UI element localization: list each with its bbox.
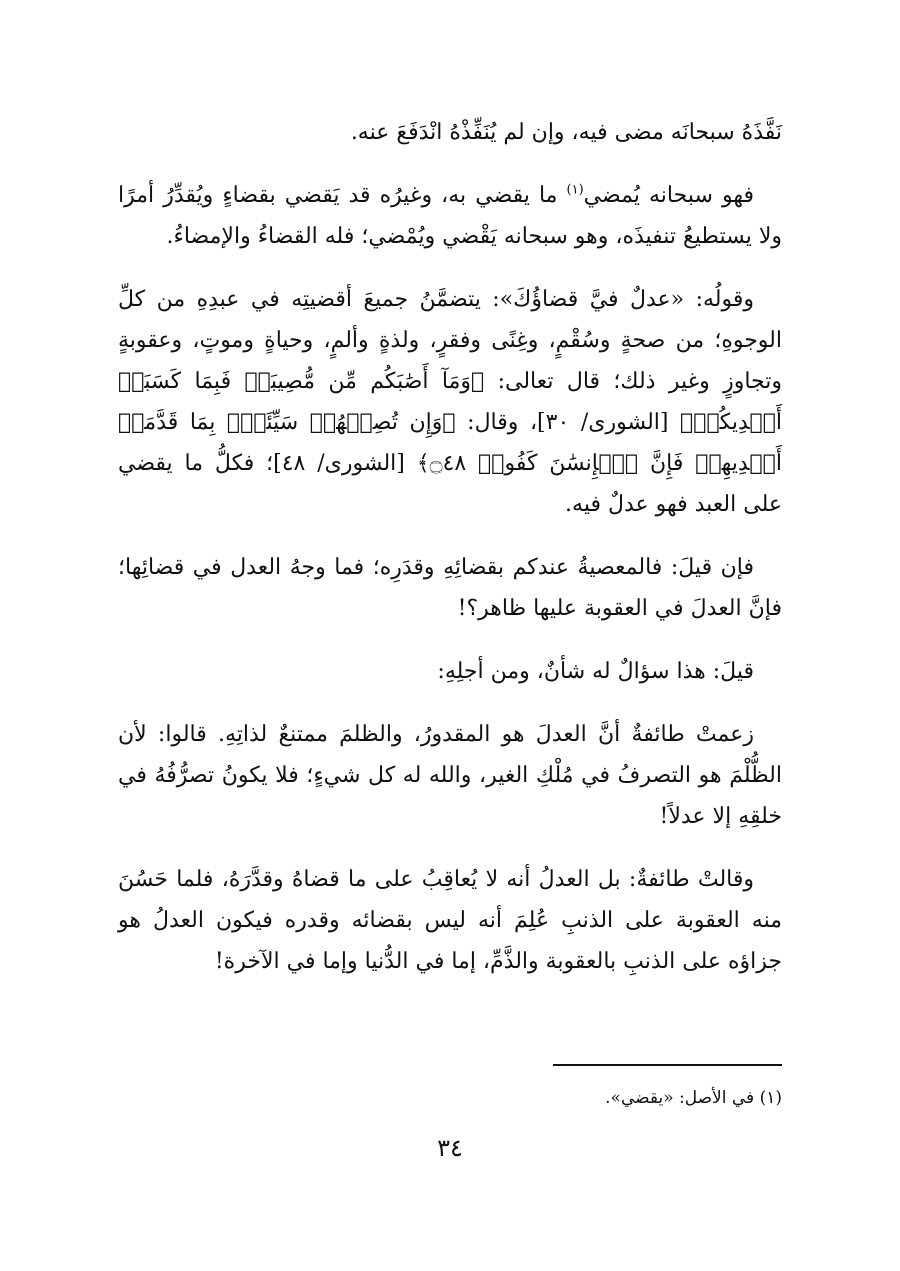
paragraph-2: وقولُه: «عدلٌ فيَّ قضاؤُكَ»: يتضمَّنُ جميعَ أقضيتِه في عبدِهِ من كلِّ الوجوهِ؛ من صحةٍ وسُقْمٍ، وغِنًى وفقرٍ، ولذةٍ وألمٍ، وحياةٍ وموتٍ، وعقوبةٍ وتجاوزٍ وغير ذلك؛ قال تعالى: ﴿وَمَآ أَصَٰبَكُم مِّن مُّصِيبَةٖ فَبِمَا كَسَبَتۡ أَيۡدِيكُمۡ﴾ [الشورى/ ٣٠]، وقال: ﴿وَإِن تُصِبۡهُمۡ سَيِّئَةُۢ بِمَا قَدَّمَتۡ أَيۡدِيهِمۡ فَإِنَّ ٱلۡإِنسَٰنَ كَفُورٞ ۝٤٨﴾ [الشورى/ ٤٨]؛ فكلُّ ما يقضي على العبد فهو عدلٌ فيه. [118, 287, 783, 517]
footnote-marker: (١) [759, 1088, 782, 1108]
paragraph-6: وقالتْ طائفةٌ: بل العدلُ أنه لا يُعاقِبُ على ما قضاهُ وقدَّرَهُ، فلما حَسُنَ منه العقوبة على الذنبِ عُلِمَ أنه ليس بقضائه وقدره فيكون العدلُ هو جزاؤه على الذنبِ بالعقوبة والذَّمِّ، إما في الدُّنيا وإما في الآخرة! [118, 867, 782, 974]
footnote-separator [553, 1064, 782, 1066]
paragraph-1 [118, 175, 782, 257]
paragraph-1-start: فهو سبحانه يُمضي [583, 183, 754, 208]
paragraph-1-end: ما يقضي به، وغيرُه قد يَقضي بقضاءٍ ويُقدِّرُ أمرًا ولا يستطيعُ تنفيذَه، وهو سبحانه يَقْضي ويُمْضي؛ فله القضاءُ والإمضاءُ. [118, 183, 782, 249]
footnote-reference: (١) [566, 182, 584, 198]
page-number: ٣٤ [437, 1134, 463, 1162]
paragraph-4: قيلَ: هذا سؤالٌ له شأنٌ، ومن أجلِهِ: [437, 659, 754, 684]
paragraph-5: زعمتْ طائفةٌ أنَّ العدلَ هو المقدورُ، والظلمَ ممتنعٌ لذاتِهِ. قالوا: لأن الظُّلْمَ هو التصرفُ في مُلْكِ الغير، والله له كل شيءٍ؛ فلا يكونُ تصرُّفُهُ في خلقِهِ إلا عدلاً! [118, 722, 782, 829]
footnote [118, 1084, 782, 1112]
footnote-text: في الأصل: «يقضي». [605, 1088, 755, 1108]
paragraph-3: فإن قيلَ: فالمعصيةُ عندكم بقضائِهِ وقدَرِه؛ فما وجهُ العدل في قضائِها؛ فإنَّ العدلَ في العقوبة عليها ظاهر؟! [118, 555, 782, 621]
page-body [118, 112, 782, 1004]
paragraph-0: نَفَّذَهُ سبحانَه مضى فيه، وإن لم يُنَفِّذْهُ انْدَفَعَ عنه. [350, 120, 782, 145]
